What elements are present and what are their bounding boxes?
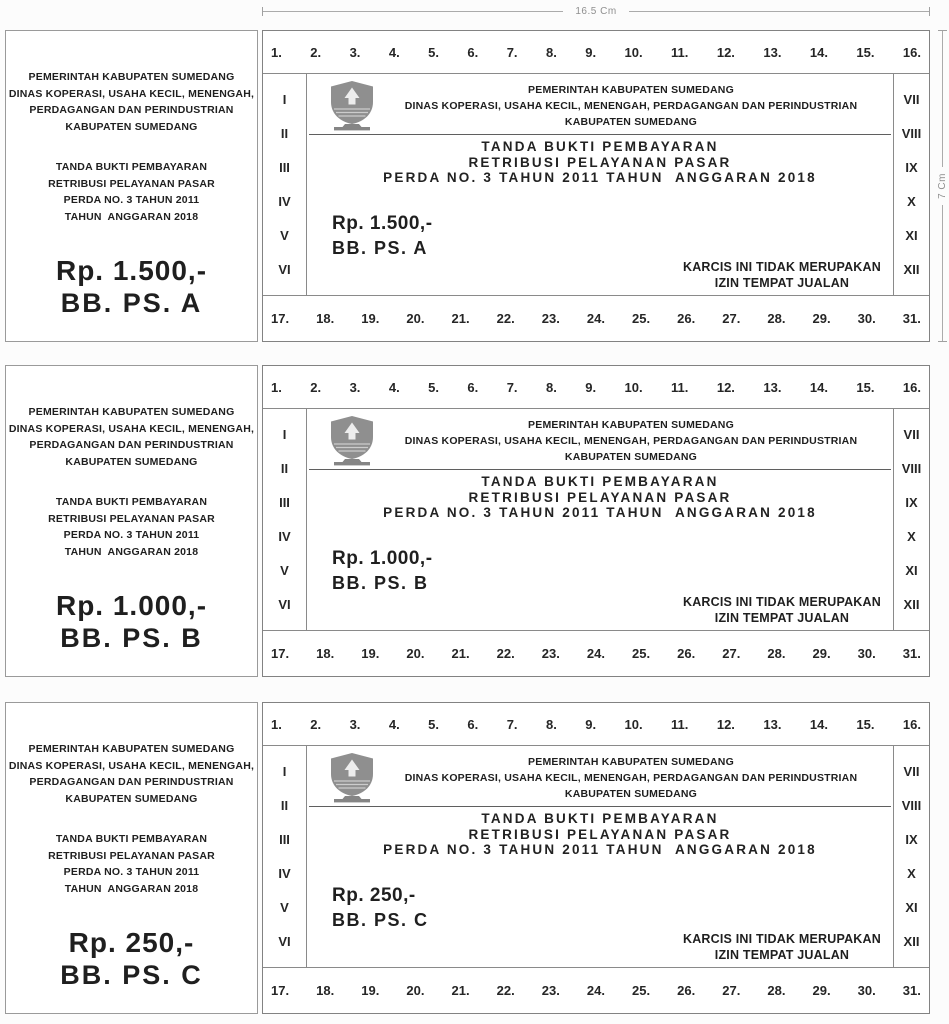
agency-header [379,82,883,130]
grid-numbers-bottom [263,295,929,341]
grid-number: 19. [361,983,380,998]
disclaimer-notice [683,594,881,626]
grid-number: 12. [716,379,735,395]
stub-amount: Rp. 1.000,- [55,590,208,621]
grid-number: 9. [585,44,597,60]
disclaimer-line: KARCIS INI TIDAK MERUPAKAN [682,932,881,946]
ticket-middle-band [263,746,929,967]
stub-agency-line: PEMERINTAH KABUPATEN SUMEDANG [28,71,235,83]
grid-number: 11. [671,716,689,732]
stub-receipt-line: TANDA BUKTI PEMBAYARAN [55,496,208,508]
stub-agency-line: PERDAGANGAN DAN PERINDUSTRIAN [29,776,234,788]
grid-number: 3. [349,716,361,732]
stub-agency-line: DINAS KOPERASI, USAHA KECIL, MENENGAH, [8,759,255,772]
roman-numeral: III [279,159,290,175]
sumedang-crest-icon [327,80,377,132]
grid-number: 28. [767,983,786,998]
grid-number: 21. [451,983,470,998]
stub-agency-text [6,404,257,470]
ticket-middle-band [263,74,929,295]
grid-number: 25. [632,311,651,326]
roman-numeral: VIII [901,125,922,141]
receipt-title [307,474,893,521]
roman-numeral: VII [903,763,920,779]
grid-number: 10. [624,716,643,732]
stub-agency-line: PEMERINTAH KABUPATEN SUMEDANG [28,743,235,755]
ticket-class-code: BB. PS. C [332,909,429,930]
disclaimer-line: IZIN TEMPAT JUALAN [714,276,850,290]
grid-number: 26. [677,311,696,326]
grid-number: 20. [406,646,425,661]
grid-number: 8. [545,44,557,60]
stub-receipt-line: RETRIBUSI PELAYANAN PASAR [48,849,215,862]
grid-number: 1. [271,716,282,732]
grid-number: 29. [812,311,831,326]
roman-numeral: VII [903,91,920,107]
roman-numeral: II [280,460,289,476]
roman-numeral: II [280,797,289,813]
ticket-stub [5,702,258,1014]
stub-receipt-line: PERDA NO. 3 TAHUN 2011 [63,529,200,541]
amount-block [332,884,893,932]
agency-header-line: PEMERINTAH KABUPATEN SUMEDANG [528,419,734,431]
grid-number: 13. [763,44,782,60]
grid-number: 4. [388,44,400,60]
grid-number: 4. [388,379,400,395]
grid-number: 31. [902,646,921,661]
height-dimension-label: 7 Cm [937,173,948,199]
roman-numeral: I [282,763,287,779]
dimension-line [629,11,929,12]
ticket-class-code: BB. PS. A [332,237,428,258]
dimension-tick-right [929,7,930,16]
grid-number: 12. [716,716,735,732]
grid-number: 27. [722,311,741,326]
grid-number: 23. [541,646,560,661]
roman-numeral: VI [278,934,291,950]
grid-number: 12. [716,44,735,60]
ticket-content [307,409,893,630]
agency-header-line: KABUPATEN SUMEDANG [564,788,698,800]
stub-amount: Rp. 250,- [68,927,195,958]
stub-agency-line: PERDAGANGAN DAN PERINDUSTRIAN [29,439,234,451]
receipt-title [307,811,893,858]
stub-agency-line: DINAS KOPERASI, USAHA KECIL, MENENGAH, [8,87,255,100]
receipt-title-line: RETRIBUSI PELAYANAN PASAR [468,489,732,505]
roman-numeral: VIII [901,797,922,813]
header-divider [309,134,891,135]
roman-numeral: IV [278,866,291,882]
grid-number: 6. [467,716,479,732]
roman-numeral: XII [903,597,920,613]
grid-number: 18. [316,311,335,326]
ticket-stub [5,30,258,342]
roman-numeral: I [282,426,287,442]
roman-numeral: VI [278,597,291,613]
ticket-content [307,746,893,967]
roman-numeral: V [280,228,289,244]
grid-number: 14. [809,44,828,60]
dimension-tick-bottom [938,341,947,342]
stub-class-code: BB. PS. B [60,623,203,653]
grid-number: 19. [361,646,380,661]
agency-header-line: DINAS KOPERASI, USAHA KECIL, MENENGAH, PERDAGANGAN DAN PERINDUSTRIAN [404,435,858,447]
sumedang-crest-icon [327,752,377,804]
grid-number: 28. [767,646,786,661]
height-dimension [936,30,949,342]
grid-number: 24. [586,646,605,661]
agency-header [379,754,883,802]
ticket-class-code: BB. PS. B [332,572,429,593]
roman-numeral: I [282,91,287,107]
grid-number: 27. [722,983,741,998]
grid-number: 29. [812,646,831,661]
grid-number: 6. [467,379,479,395]
stub-agency-line: PERDAGANGAN DAN PERINDUSTRIAN [29,104,234,116]
ticket-row-bb-ps-a [5,30,930,342]
grid-numbers-bottom [263,630,929,676]
grid-numbers-top [263,366,929,409]
grid-number: 22. [496,311,515,326]
stub-agency-text [6,69,257,135]
ticket-body [262,365,930,677]
receipt-title-line: RETRIBUSI PELAYANAN PASAR [468,826,732,842]
grid-number: 17. [271,983,290,998]
stub-receipt-text [6,494,257,560]
receipt-title-line: PERDA NO. 3 TAHUN 2011 TAHUN ANGGARAN 2018 [383,505,817,520]
grid-number: 16. [902,716,921,732]
grid-number: 10. [624,379,643,395]
grid-numbers-top [263,703,929,746]
grid-number: 23. [541,311,560,326]
roman-numeral: III [279,831,290,847]
roman-numeral: XII [903,262,920,278]
grid-number: 13. [763,716,782,732]
sumedang-crest-icon [327,415,377,467]
grid-number: 14. [809,716,828,732]
roman-numeral: VI [278,262,291,278]
grid-number: 20. [406,983,425,998]
stub-receipt-line: PERDA NO. 3 TAHUN 2011 [63,866,200,878]
agency-header-line: DINAS KOPERASI, USAHA KECIL, MENENGAH, PERDAGANGAN DAN PERINDUSTRIAN [404,100,858,112]
agency-header-line: KABUPATEN SUMEDANG [564,116,698,128]
grid-number: 29. [812,983,831,998]
roman-numeral: II [280,125,289,141]
grid-number: 18. [316,983,335,998]
width-dimension-label: 16.5 Cm [575,5,617,17]
disclaimer-line: IZIN TEMPAT JUALAN [714,611,850,625]
roman-column-left [263,74,307,295]
grid-number: 15. [856,44,875,60]
receipt-title-line: TANDA BUKTI PEMBAYARAN [481,474,719,489]
agency-header-line: PEMERINTAH KABUPATEN SUMEDANG [528,756,734,768]
grid-number: 21. [451,311,470,326]
grid-number: 26. [677,983,696,998]
grid-number: 21. [451,646,470,661]
stub-agency-text [6,741,257,807]
grid-number: 7. [506,44,518,60]
disclaimer-line: KARCIS INI TIDAK MERUPAKAN [682,260,881,274]
ticket-stub [5,365,258,677]
grid-number: 7. [506,379,518,395]
grid-number: 17. [271,311,290,326]
stub-receipt-text [6,831,257,897]
grid-number: 5. [428,379,439,395]
grid-number: 31. [902,983,921,998]
dimension-line [263,11,563,12]
grid-number: 17. [271,646,290,661]
roman-numeral: X [907,194,916,210]
receipt-title-line: TANDA BUKTI PEMBAYARAN [481,811,719,826]
roman-numeral: XI [905,900,918,916]
receipt-title-line: TANDA BUKTI PEMBAYARAN [481,139,719,154]
grid-number: 15. [856,716,875,732]
stub-receipt-line: TANDA BUKTI PEMBAYARAN [55,161,208,173]
grid-number: 7. [506,716,518,732]
grid-number: 25. [632,646,651,661]
disclaimer-line: IZIN TEMPAT JUALAN [714,948,850,962]
stub-receipt-line: PERDA NO. 3 TAHUN 2011 [63,194,200,206]
disclaimer-notice [683,259,881,291]
stub-receipt-line: RETRIBUSI PELAYANAN PASAR [48,177,215,190]
grid-number: 1. [271,44,282,60]
grid-number: 4. [388,716,400,732]
grid-number: 25. [632,983,651,998]
roman-numeral: IV [278,529,291,545]
grid-number: 8. [545,716,557,732]
ticket-row-bb-ps-b [5,365,930,677]
grid-number: 10. [624,44,643,60]
grid-number: 24. [586,983,605,998]
roman-numeral: IX [905,831,918,847]
ticket-body [262,702,930,1014]
agency-header-line: KABUPATEN SUMEDANG [564,451,698,463]
roman-numeral: VII [903,426,920,442]
roman-numeral: IV [278,194,291,210]
receipt-title-line: PERDA NO. 3 TAHUN 2011 TAHUN ANGGARAN 2018 [383,842,817,857]
grid-number: 30. [857,646,876,661]
receipt-title [307,139,893,186]
grid-number: 6. [467,44,479,60]
grid-number: 5. [428,716,439,732]
grid-number: 28. [767,311,786,326]
grid-number: 22. [496,646,515,661]
stub-agency-line: KABUPATEN SUMEDANG [65,455,198,468]
dimension-line [942,205,943,341]
grid-number: 14. [809,379,828,395]
grid-number: 8. [545,379,557,395]
grid-number: 30. [857,983,876,998]
ticket-amount: Rp. 250,- [332,884,416,906]
grid-number: 23. [541,983,560,998]
grid-number: 24. [586,311,605,326]
grid-number: 1. [271,379,282,395]
grid-number: 11. [671,44,689,60]
grid-number: 19. [361,311,380,326]
stub-agency-line: DINAS KOPERASI, USAHA KECIL, MENENGAH, [8,422,255,435]
roman-column-right [893,746,929,967]
grid-number: 20. [406,311,425,326]
grid-number: 16. [902,379,921,395]
roman-numeral: V [280,900,289,916]
disclaimer-notice [683,931,881,963]
grid-number: 2. [310,379,322,395]
disclaimer-line: KARCIS INI TIDAK MERUPAKAN [682,595,881,609]
stub-receipt-line: TAHUN ANGGARAN 2018 [64,210,199,223]
roman-column-right [893,409,929,630]
roman-numeral: X [907,529,916,545]
header-divider [309,469,891,470]
receipt-title-line: PERDA NO. 3 TAHUN 2011 TAHUN ANGGARAN 2018 [383,170,817,185]
grid-number: 9. [585,716,597,732]
roman-numeral: XI [905,228,918,244]
grid-number: 2. [310,44,322,60]
grid-number: 15. [856,379,875,395]
ticket-row-bb-ps-c [5,702,930,1014]
stub-agency-line: KABUPATEN SUMEDANG [65,792,198,805]
grid-number: 30. [857,311,876,326]
stub-receipt-line: RETRIBUSI PELAYANAN PASAR [48,512,215,525]
stub-agency-line: KABUPATEN SUMEDANG [65,120,198,133]
roman-numeral: IX [905,159,918,175]
grid-number: 26. [677,646,696,661]
roman-numeral: III [279,494,290,510]
grid-number: 2. [310,716,322,732]
roman-numeral: XI [905,563,918,579]
grid-number: 27. [722,646,741,661]
grid-numbers-top [263,31,929,74]
roman-numeral: VIII [901,460,922,476]
ticket-amount: Rp. 1.000,- [332,547,433,569]
grid-number: 3. [349,379,361,395]
grid-number: 11. [671,379,689,395]
agency-header-line: DINAS KOPERASI, USAHA KECIL, MENENGAH, PERDAGANGAN DAN PERINDUSTRIAN [404,772,858,784]
amount-block [332,212,893,260]
stub-receipt-line: TAHUN ANGGARAN 2018 [64,882,199,895]
ticket-body [262,30,930,342]
ticket-content [307,74,893,295]
amount-block [332,547,893,595]
ticket-amount: Rp. 1.500,- [332,212,433,234]
grid-number: 22. [496,983,515,998]
agency-header-line: PEMERINTAH KABUPATEN SUMEDANG [528,84,734,96]
receipt-title-line: RETRIBUSI PELAYANAN PASAR [468,154,732,170]
dimension-line [942,31,943,167]
stub-amount: Rp. 1.500,- [55,255,208,286]
roman-numeral: V [280,563,289,579]
grid-number: 13. [763,379,782,395]
roman-column-left [263,746,307,967]
grid-number: 16. [902,44,921,60]
grid-number: 18. [316,646,335,661]
roman-column-left [263,409,307,630]
stub-agency-line: PEMERINTAH KABUPATEN SUMEDANG [28,406,235,418]
roman-numeral: XII [903,934,920,950]
grid-number: 31. [902,311,921,326]
grid-number: 3. [349,44,361,60]
width-dimension [262,3,930,19]
grid-numbers-bottom [263,967,929,1013]
grid-number: 5. [428,44,439,60]
stub-class-code: BB. PS. A [60,288,203,318]
stub-receipt-line: TANDA BUKTI PEMBAYARAN [55,833,208,845]
grid-number: 9. [585,379,597,395]
roman-column-right [893,74,929,295]
roman-numeral: X [907,866,916,882]
header-divider [309,806,891,807]
ticket-middle-band [263,409,929,630]
stub-receipt-text [6,159,257,225]
stub-receipt-line: TAHUN ANGGARAN 2018 [64,545,199,558]
stub-class-code: BB. PS. C [60,960,203,990]
roman-numeral: IX [905,494,918,510]
agency-header [379,417,883,465]
